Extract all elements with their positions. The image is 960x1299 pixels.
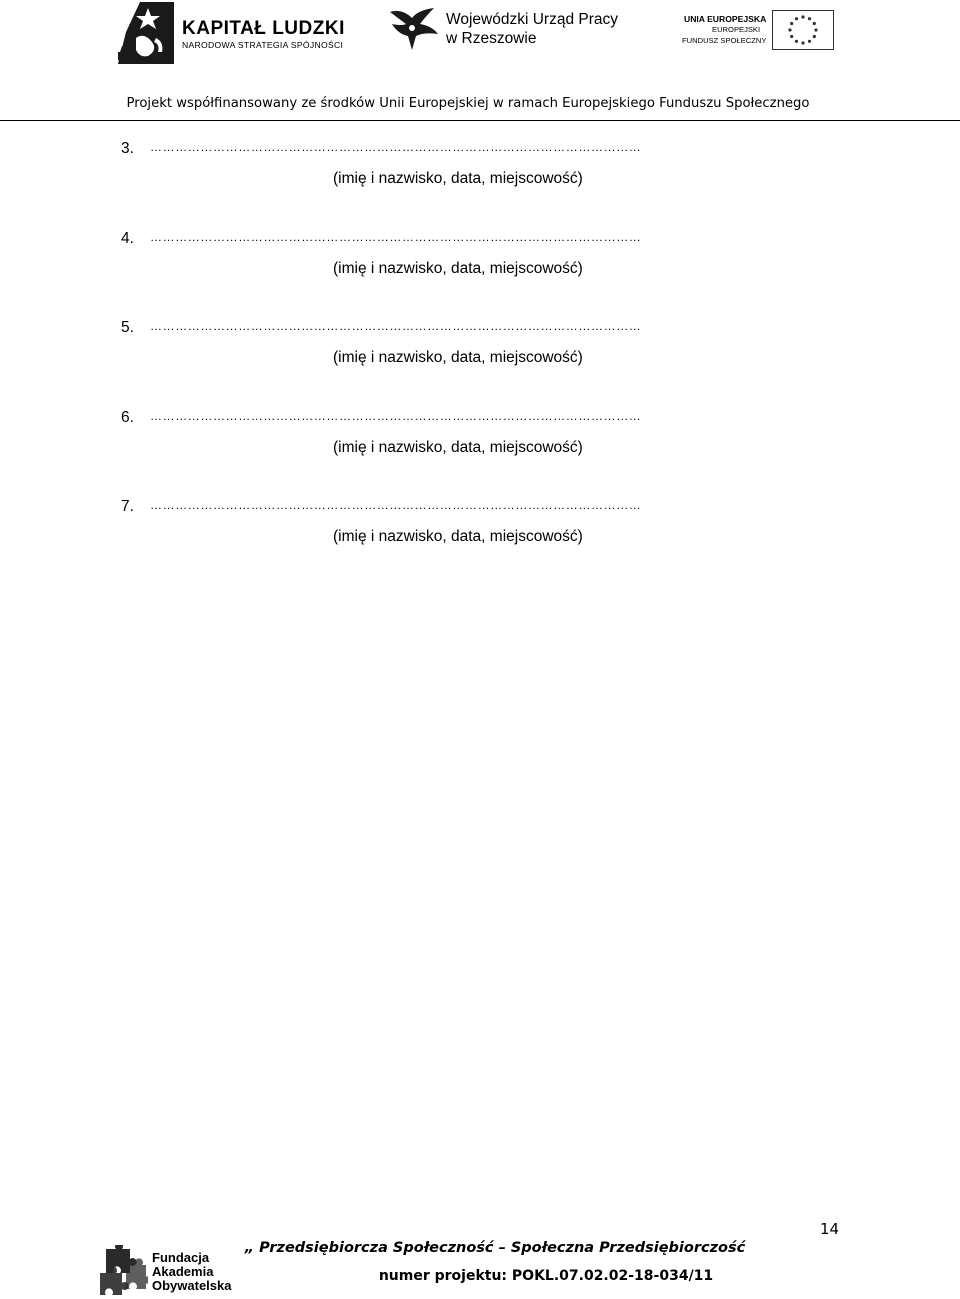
signature-number: 6. bbox=[121, 409, 134, 426]
page-number: 14 bbox=[820, 1220, 840, 1238]
signature-entry bbox=[0, 230, 960, 290]
signature-dotted-line: ……………………………………………………………………………………………………… bbox=[150, 230, 642, 244]
signature-caption: (imię i nazwisko, data, miejscowość) bbox=[333, 439, 583, 456]
signature-number: 3. bbox=[121, 140, 134, 157]
wup-name-line2: w Rzeszowie bbox=[446, 30, 537, 47]
kapital-ludzki-subtitle: NARODOWA STRATEGIA SPÓJNOŚCI bbox=[182, 40, 344, 50]
signature-dotted-line: ……………………………………………………………………………………………………… bbox=[150, 498, 642, 512]
signature-dotted-line: ……………………………………………………………………………………………………… bbox=[150, 319, 642, 333]
kapital-ludzki-star-icon bbox=[118, 2, 174, 64]
signature-entry bbox=[0, 140, 960, 200]
signature-caption: (imię i nazwisko, data, miejscowość) bbox=[333, 260, 583, 277]
foundation-name-line3: Obywatelska bbox=[152, 1278, 232, 1293]
header-divider bbox=[0, 120, 960, 121]
foundation-name-line2: Akademia bbox=[152, 1264, 214, 1279]
wup-name-line1: Wojewódzki Urząd Pracy bbox=[446, 11, 618, 28]
signature-number: 4. bbox=[121, 230, 134, 247]
signature-number: 5. bbox=[121, 319, 134, 336]
foundation-name-line1: Fundacja bbox=[152, 1250, 210, 1265]
project-number: numer projektu: POKL.07.02.02-18-034/11 bbox=[378, 1268, 714, 1284]
signature-entry bbox=[0, 409, 960, 469]
wup-bird-icon bbox=[388, 6, 440, 52]
eu-logo bbox=[680, 10, 836, 52]
signature-entry bbox=[0, 319, 960, 379]
signature-caption: (imię i nazwisko, data, miejscowość) bbox=[333, 349, 583, 366]
eu-flag-icon bbox=[772, 10, 834, 50]
kapital-ludzki-title: KAPITAŁ LUDZKI bbox=[182, 18, 345, 39]
eu-fund-label-line1: EUROPEJSKI bbox=[712, 25, 761, 34]
signature-entry bbox=[0, 498, 960, 558]
eu-fund-label-line2: FUNDUSZ SPOŁECZNY bbox=[682, 36, 767, 45]
signature-dotted-line: ……………………………………………………………………………………………………… bbox=[150, 409, 642, 423]
wup-logo bbox=[388, 6, 618, 54]
project-slogan: „ Przedsiębiorcza Społeczność – Społeczna Przedsiębiorczość bbox=[244, 1240, 746, 1256]
signature-dotted-line: ……………………………………………………………………………………………………… bbox=[150, 140, 642, 154]
kapital-ludzki-logo bbox=[118, 2, 343, 66]
eu-union-label: UNIA EUROPEJSKA bbox=[684, 14, 767, 24]
signature-number: 7. bbox=[121, 498, 134, 515]
project-cofinancing-line: Projekt współfinansowany ze środków Unii Europejskiej w ramach Europejskiego Funduszu Społecznego bbox=[126, 96, 810, 111]
signature-caption: (imię i nazwisko, data, miejscowość) bbox=[333, 528, 583, 545]
signature-caption: (imię i nazwisko, data, miejscowość) bbox=[333, 170, 583, 187]
